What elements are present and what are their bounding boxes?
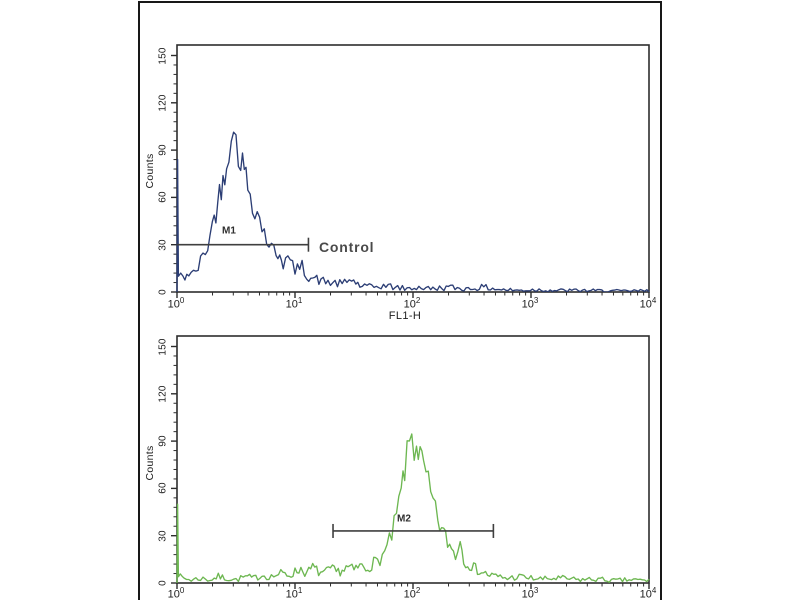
y-tick-label: 0 [157, 289, 169, 295]
x-tick-label: $10^1$ [285, 296, 303, 311]
control-curve [177, 132, 649, 292]
plot-box [177, 45, 649, 292]
y-tick-label: 0 [157, 580, 169, 586]
x-tick-label: $10^3$ [521, 586, 539, 600]
y-tick-label: 150 [157, 47, 169, 65]
y-tick-label: 60 [157, 191, 169, 203]
x-tick-label: $10^0$ [167, 296, 185, 311]
y-tick-label: 90 [157, 144, 169, 156]
sample-curve [177, 434, 649, 583]
y-tick-label: 60 [157, 482, 169, 494]
gate-m2-label: M2 [397, 513, 411, 525]
y-tick-label: 150 [157, 338, 169, 356]
plot-box [177, 336, 649, 583]
x-tick-label: $10^2$ [403, 296, 421, 311]
y-axis-title: Counts [144, 445, 156, 481]
y-tick-label: 120 [157, 94, 169, 112]
y-tick-label: 120 [157, 385, 169, 403]
y-tick-label: 90 [157, 435, 169, 447]
y-tick-label: 30 [157, 239, 169, 251]
control-annotation: Control [319, 239, 375, 255]
x-tick-label: $10^4$ [639, 296, 657, 311]
y-tick-label: 30 [157, 530, 169, 542]
gate-m1-label: M1 [222, 225, 236, 237]
x-axis-title: FL1-H [388, 310, 422, 322]
x-tick-label: $10^4$ [639, 586, 657, 600]
x-tick-label: $10^3$ [521, 296, 539, 311]
x-tick-label: $10^1$ [285, 586, 303, 600]
x-tick-label: $10^0$ [167, 586, 185, 600]
x-tick-label: $10^2$ [403, 586, 421, 600]
y-axis-title: Counts [144, 153, 156, 189]
